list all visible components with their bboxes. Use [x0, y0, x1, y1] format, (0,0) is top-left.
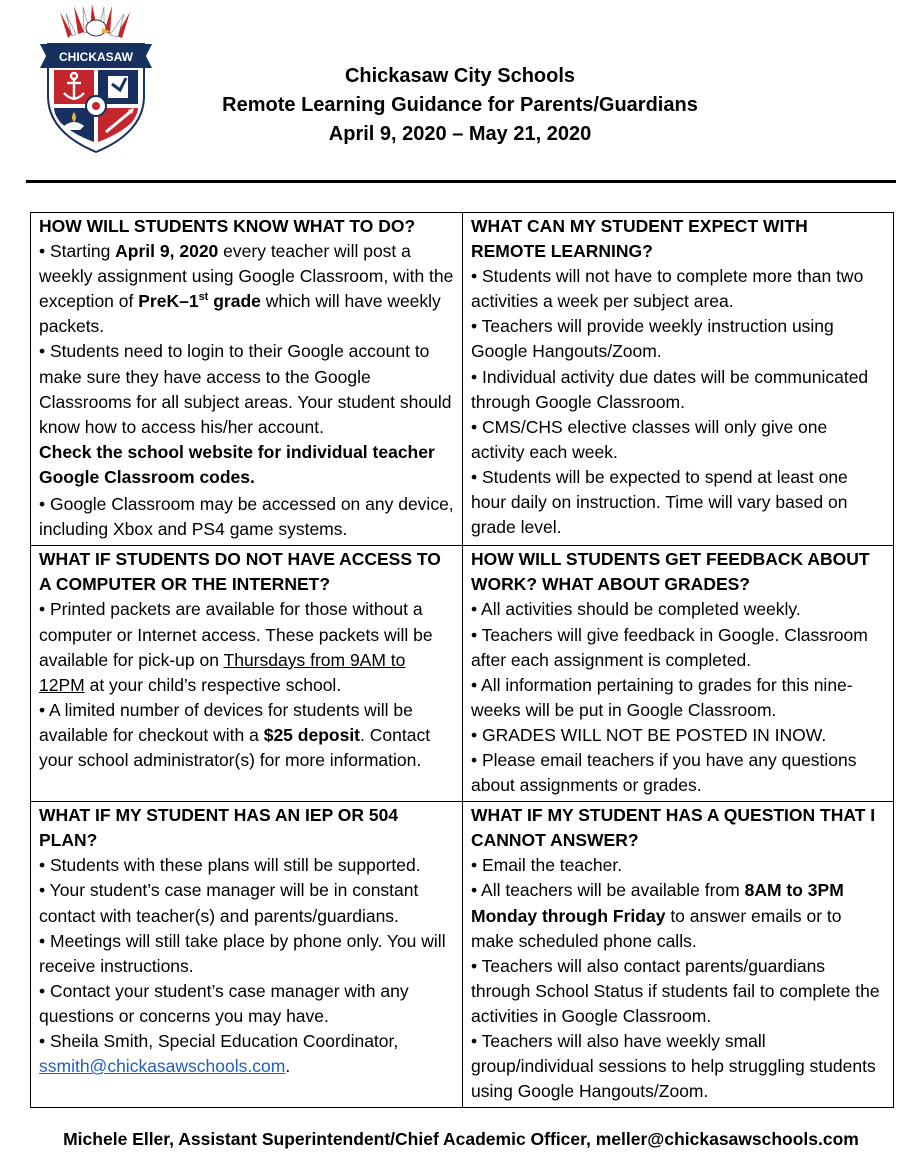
section-question-cannot-answer [463, 802, 894, 1108]
section-students-know [31, 213, 463, 546]
list-item: • All activities should be completed weekly. [471, 599, 801, 620]
section-title: WHAT IF MY STUDENT HAS AN IEP OR 504 PLAN? [39, 805, 399, 851]
list-item: • Students need to login to their Google account to make sure they have access to the Google Classrooms for all subject areas. Your student should know how to access his/her account. [39, 341, 452, 437]
document-title: Remote Learning Guidance for Parents/Guardians [222, 94, 698, 116]
list-item: • Google Classroom may be accessed on any device, including Xbox and PS4 game systems. [39, 494, 454, 540]
list-item: • Meetings will still take place by phone only. You will receive instructions. [39, 930, 446, 976]
coordinator-email-link[interactable]: ssmith@chickasawschools.com [39, 1056, 286, 1077]
list-item: • Please email teachers if you have any questions about assignments or grades. [471, 749, 857, 796]
section-title: HOW WILL STUDENTS KNOW WHAT TO DO? [39, 216, 416, 236]
list-item: • Teachers will also have weekly small group/individual sessions to help struggling students using Google Hangouts/Zoom. [471, 1031, 876, 1102]
header-divider [26, 180, 896, 183]
list-item: • Printed packets are available for those without a computer or Internet access. These packets will be available for pick-up on Thursdays from 9AM to 12PM at your child’s respective school. [39, 599, 433, 695]
table-row [31, 213, 894, 546]
list-item: • All teachers will be available from 8AM to 3PM Monday through Friday to answer emails or to make scheduled phone calls. [471, 880, 844, 951]
document-header [160, 62, 760, 149]
section-title: HOW WILL STUDENTS GET FEEDBACK ABOUT WORK? WHAT ABOUT GRADES? [471, 549, 870, 595]
list-item: • A limited number of devices for students will be available for checkout with a $25 deposit. Contact your school administrator(s) for more information. [39, 699, 431, 770]
list-item: • GRADES WILL NOT BE POSTED IN INOW. [471, 724, 827, 745]
school-crest-logo [30, 4, 162, 158]
list-item: • Sheila Smith, Special Education Coordinator, ssmith@chickasawschools.com. [39, 1031, 399, 1077]
chickasaw-crest-icon [30, 4, 162, 158]
list-item: • Starting April 9, 2020 every teacher will post a weekly assignment using Google Classroom, with the exception of PreK–1st grade which will have weekly packets. [39, 241, 454, 337]
date-range: April 9, 2020 – May 21, 2020 [328, 123, 592, 145]
footer-contact: Michele Eller, Assistant Superintendent/Chief Academic Officer, meller@chickasawschools.com [63, 1129, 859, 1149]
list-item: • Students will be expected to spend at least one hour daily on instruction. Time will vary based on grade level. [471, 466, 848, 538]
list-item: • Your student’s case manager will be in constant contact with teacher(s) and parents/guardians. [39, 880, 419, 926]
list-item-bold-note: Check the school website for individual teacher Google Classroom codes. [39, 441, 435, 487]
section-feedback-grades [463, 546, 894, 802]
section-title: WHAT CAN MY STUDENT EXPECT WITH REMOTE LEARNING? [471, 216, 808, 262]
list-item: • Teachers will also contact parents/guardians through School Status if students fail to complete the activities in Google Classroom. [471, 955, 880, 1026]
list-item: • Teachers will provide weekly instruction using Google Hangouts/Zoom. [471, 316, 834, 362]
list-item: • Teachers will give feedback in Google. Classroom after each assignment is completed. [471, 624, 868, 670]
list-item: • Students will not have to complete more than two activities a week per subject area. [471, 266, 864, 312]
list-item: • All information pertaining to grades for this nine-weeks will be put in Google Classroom. [471, 674, 853, 720]
list-item: • Contact your student’s case manager with any questions or concerns you may have. [39, 980, 409, 1026]
guidance-table [30, 212, 894, 1108]
section-title: WHAT IF MY STUDENT HAS A QUESTION THAT I CANNOT ANSWER? [471, 805, 876, 851]
list-item: • Individual activity due dates will be communicated through Google Classroom. [471, 366, 869, 412]
section-iep-504 [31, 802, 463, 1108]
section-remote-learning-expect [463, 213, 894, 546]
table-row [31, 546, 894, 802]
district-name: Chickasaw City Schools [344, 65, 576, 87]
crest-banner-text: CHICKASAW [59, 50, 133, 64]
section-no-access [31, 546, 463, 802]
list-item: • CMS/CHS elective classes will only give one activity each week. [471, 416, 828, 462]
list-item: • Email the teacher. [471, 855, 623, 876]
section-title: WHAT IF STUDENTS DO NOT HAVE ACCESS TO A COMPUTER OR THE INTERNET? [39, 549, 441, 595]
list-item: • Students with these plans will still be supported. [39, 855, 421, 876]
table-row [31, 802, 894, 1108]
